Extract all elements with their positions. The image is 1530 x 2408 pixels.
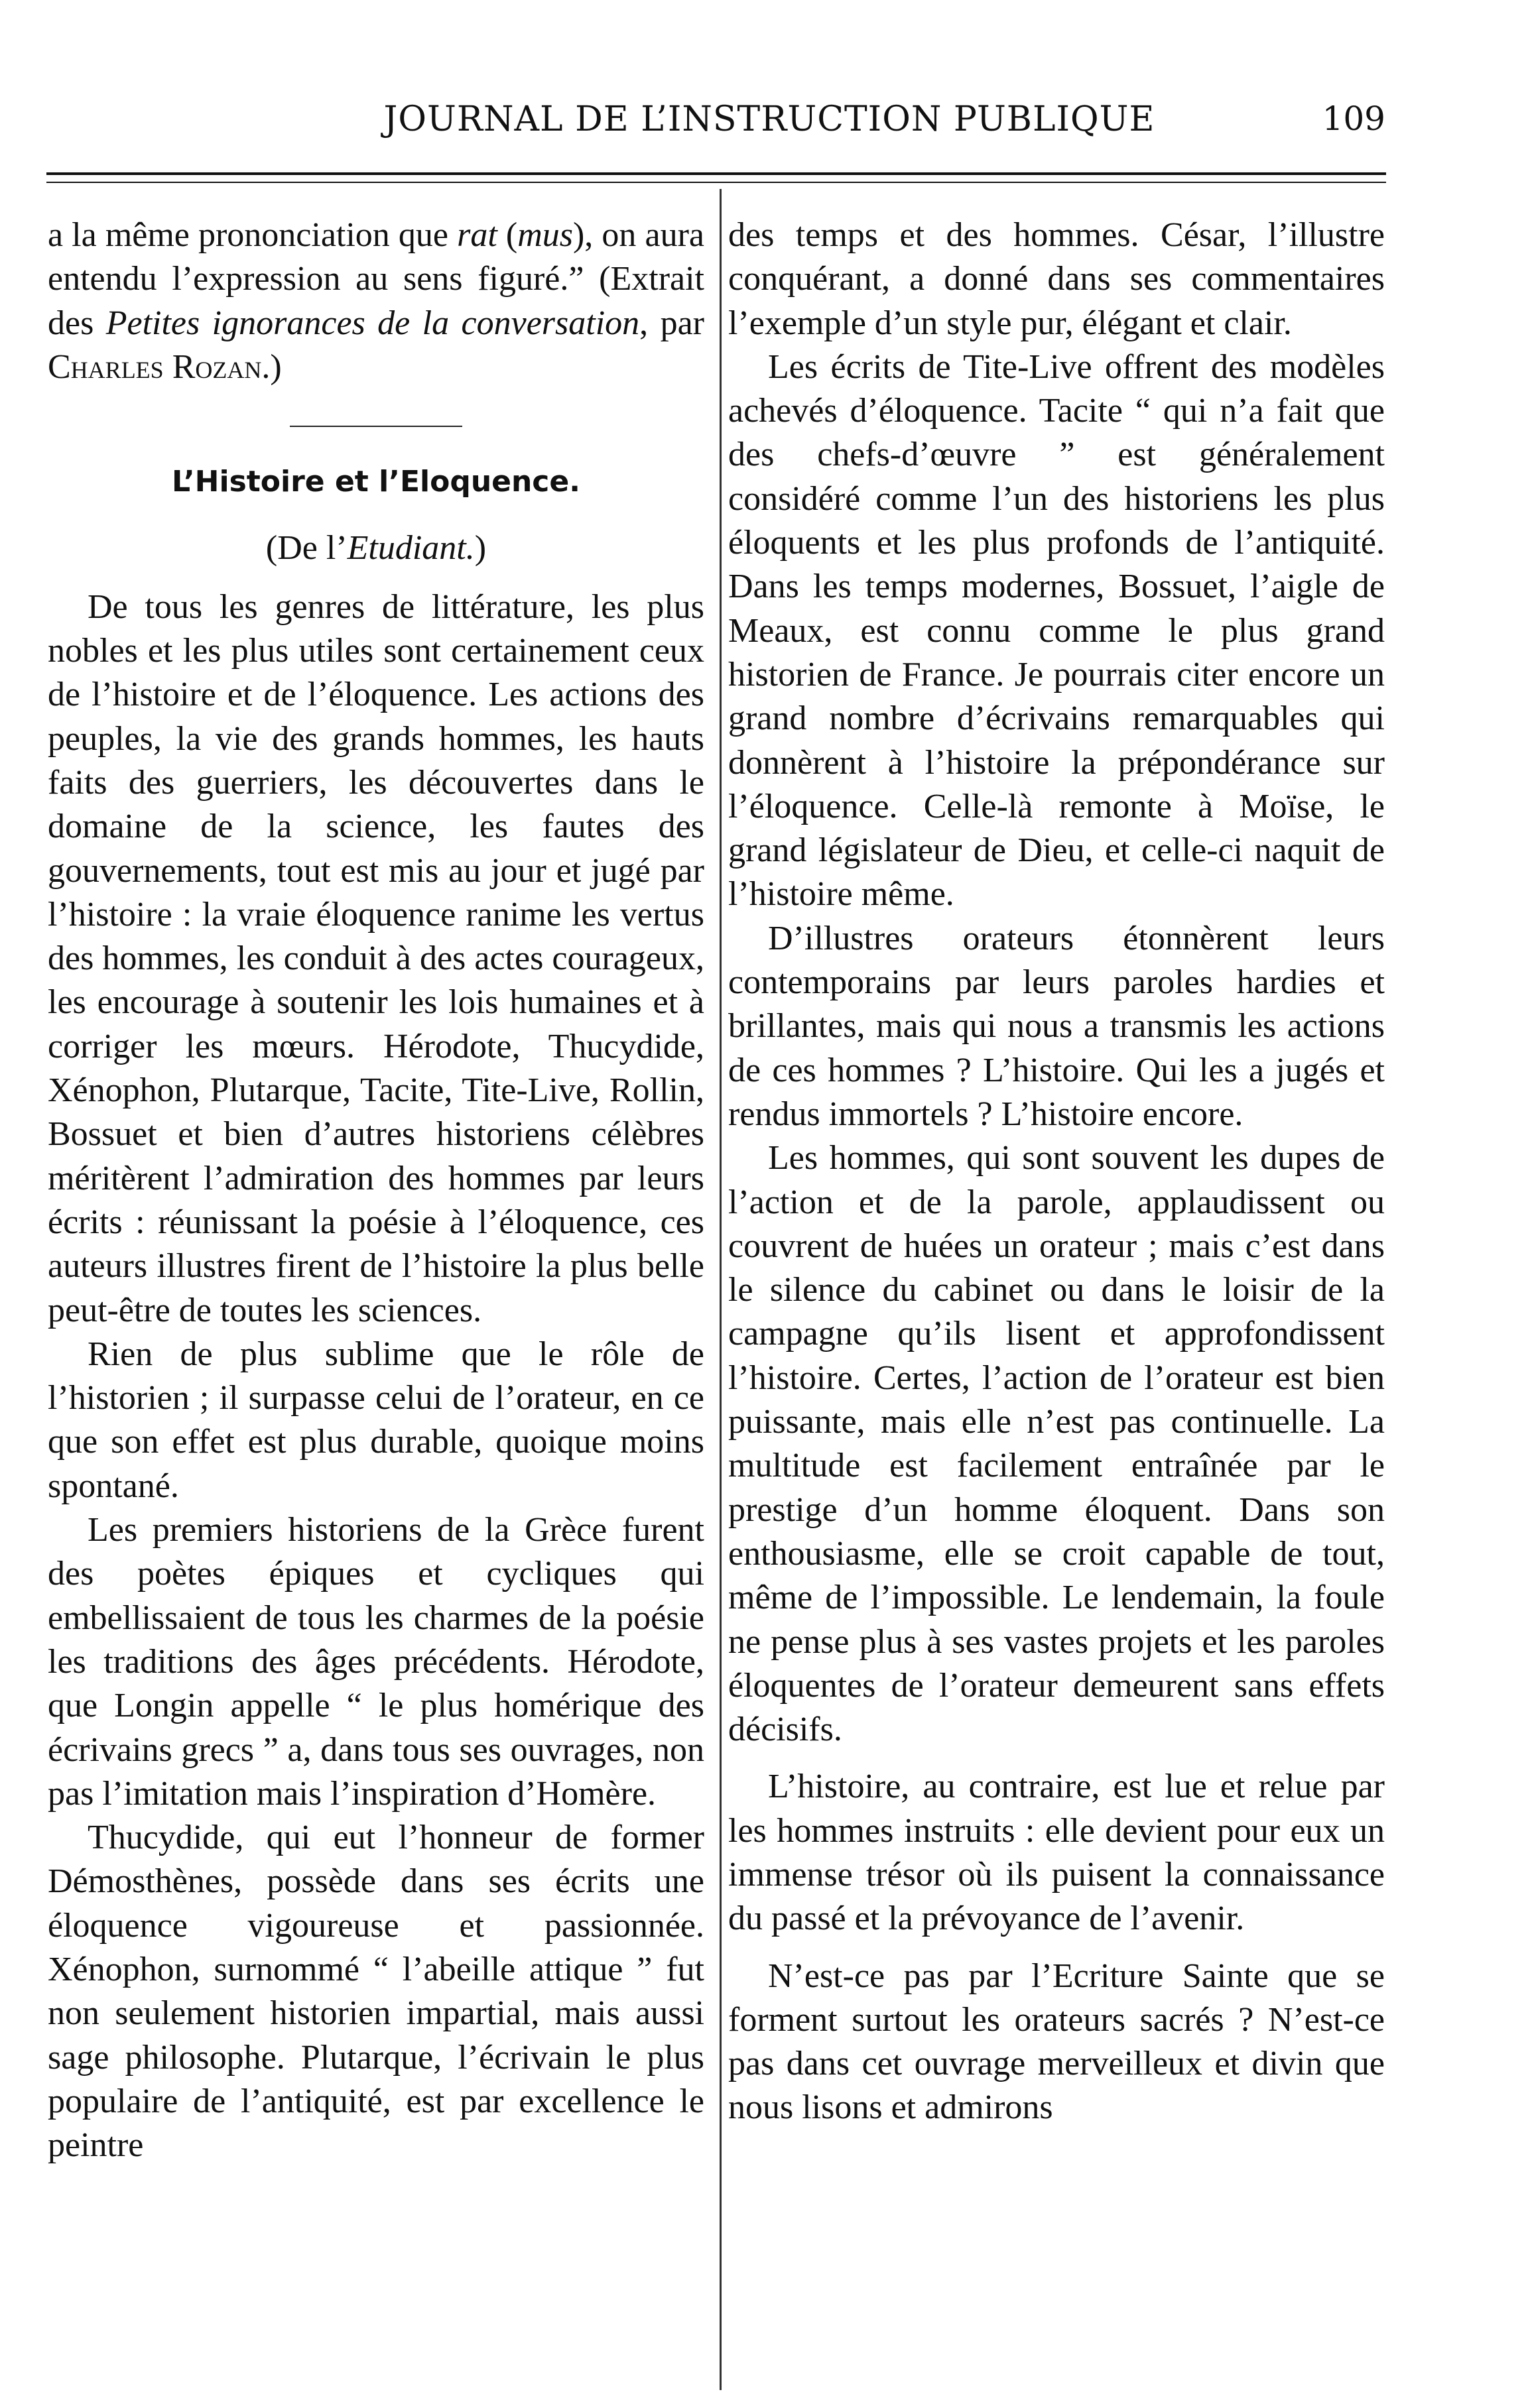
paragraph-gap <box>728 1941 1385 1955</box>
text-run: , par <box>639 304 704 342</box>
paragraph: De tous les genres de littérature, les plus nobles et les plus utiles sont certainement ceux de l’histoire et de l’éloquence. Les actions des peuples, la vie des grands hommes, les hauts faits des guerriers, les découvertes dans le domaine de la science, les fautes des gouvernements, tout est mis au jour et jugé par l’histoire : la vraie éloquence ranime les vertus des hommes, les conduit à des actes courageux, les encourage à soutenir les lois humaines et à corriger les mœurs. Hérodote, Thucydide, Xénophon, Plutarque, Tacite, Tite-Live, Rollin, Bossuet et bien d’autres historiens célèbres méritèrent l’admiration des hommes par leurs écrits : réunissant la poésie à l’éloquence, ces auteurs illustres firent de l’histoire la plus belle peut-être de toutes les sciences. <box>48 587 704 1329</box>
italic-word-mus: mus <box>517 216 573 254</box>
column-divider <box>720 189 722 2390</box>
section-title: L’Histoire et l’Eloquence. <box>172 465 580 499</box>
paragraph: Les écrits de Tite-Live offrent des modèles achevés d’éloquence. Tacite “ qui n’a fait que des chefs-d’œuvre ” est généralement considéré comme l’un des historiens les plus éloquents et les plus profonds de l’antiquité. Dans les temps modernes, Bossuet, l’aigle de Meaux, est connu comme le plus grand historien de France. Je pourrais citer encore un grand nombre d’écrivains remarquables qui donnèrent à l’histoire la prépondérance sur l’éloquence. Celle-là remonte à Moïse, le grand législateur de Dieu, et celle-ci naquit de l’histoire même. <box>728 347 1385 914</box>
paragraph: Thucydide, qui eut l’honneur de former Démosthènes, possède dans ses écrits une éloquence vigoureuse et passionnée. Xénophon, surnommé “ l’abeille attique ” fut non seulement historien impartial, mais aussi sage philosophe. Plutarque, l’écrivain le plus populaire de l’antiquité, est par excellence le peintre <box>48 1819 704 2165</box>
text-run: (De l’ <box>265 529 348 568</box>
continued-paragraph <box>48 213 704 389</box>
text-run: .) <box>261 347 282 386</box>
text-run: a la même prononciation que <box>48 216 458 254</box>
running-head-title: JOURNAL DE L’INSTRUCTION PUBLIQUE <box>383 99 1155 139</box>
italic-word-rat: rat <box>457 216 497 254</box>
section-separator <box>290 426 462 427</box>
text-run: ( <box>497 216 518 254</box>
italic-source-name: Etudiant. <box>347 529 475 568</box>
text-run: ), on aura entendu l’expression au sens figuré.” (Extrait des <box>48 216 704 342</box>
author-name: Charles Rozan <box>48 347 262 386</box>
paragraph: Rien de plus sublime que le rôle de l’historien ; il surpasse celui de l’orateur, en ce que son effet est plus durable, quoique moins spontané. <box>48 1335 704 1505</box>
paragraph: N’est-ce pas par l’Ecriture Sainte que se forment surtout les orateurs sacrés ? N’est-ce pas dans cet ouvrage merveilleux et divin que nous lisons et admirons <box>728 1957 1385 2127</box>
paragraph: D’illustres orateurs étonnèrent leurs contemporains par leurs paroles hardies et brillantes, mais qui nous a transmis les actions de ces hommes ? L’histoire. Qui les a jugés et rendus immortels ? L’histoire encore. <box>728 919 1385 1133</box>
paragraph: Les hommes, qui sont souvent les dupes de l’action et de la parole, applaudissent ou couvrent de huées un orateur ; mais c’est dans le silence du cabinet ou dans le loisir de la campagne qu’ils lisent et approfondissent l’histoire. Certes, l’action de l’orateur est bien puissante, mais elle n’est pas continuelle. La multitude est facilement entraînée par le prestige d’un homme éloquent. Dans son enthousiasme, elle se croit capable de tout, même de l’impossible. Le lendemain, la foule ne pense plus à ses vastes projets et les paroles éloquentes de l’orateur demeurent sans effets décisifs. <box>728 1139 1385 1749</box>
paragraph: des temps et des hommes. César, l’illustre conquérant, a donné dans ses commentaires l’exemple d’un style pur, élégant et clair. <box>728 216 1385 342</box>
left-column <box>48 213 704 2167</box>
header-rule-thin <box>46 182 1386 183</box>
italic-book-title: Petites ignorances de la conversation <box>105 304 640 342</box>
right-column <box>728 213 1385 2130</box>
text-run: ) <box>474 529 487 568</box>
paragraph-gap <box>728 1752 1385 1765</box>
paragraph: L’histoire, au contraire, est lue et relue par les hommes instruits : elle devient pour eux un immense trésor où ils puisent la connaissance du passé et la prévoyance de l’avenir. <box>728 1768 1385 1938</box>
paragraph: Les premiers historiens de la Grèce furent des poètes épiques et cycliques qui embellissaient de tous les charmes de la poésie les traditions des âges précédents. Hérodote, que Longin appelle “ le plus homérique des écrivains grecs ” a, dans tous ses ouvrages, non pas l’imitation mais l’inspiration d’Homère. <box>48 1511 704 1813</box>
header-rule-thick <box>46 172 1386 175</box>
section-source <box>48 526 704 570</box>
page-number: 109 <box>1322 99 1385 138</box>
